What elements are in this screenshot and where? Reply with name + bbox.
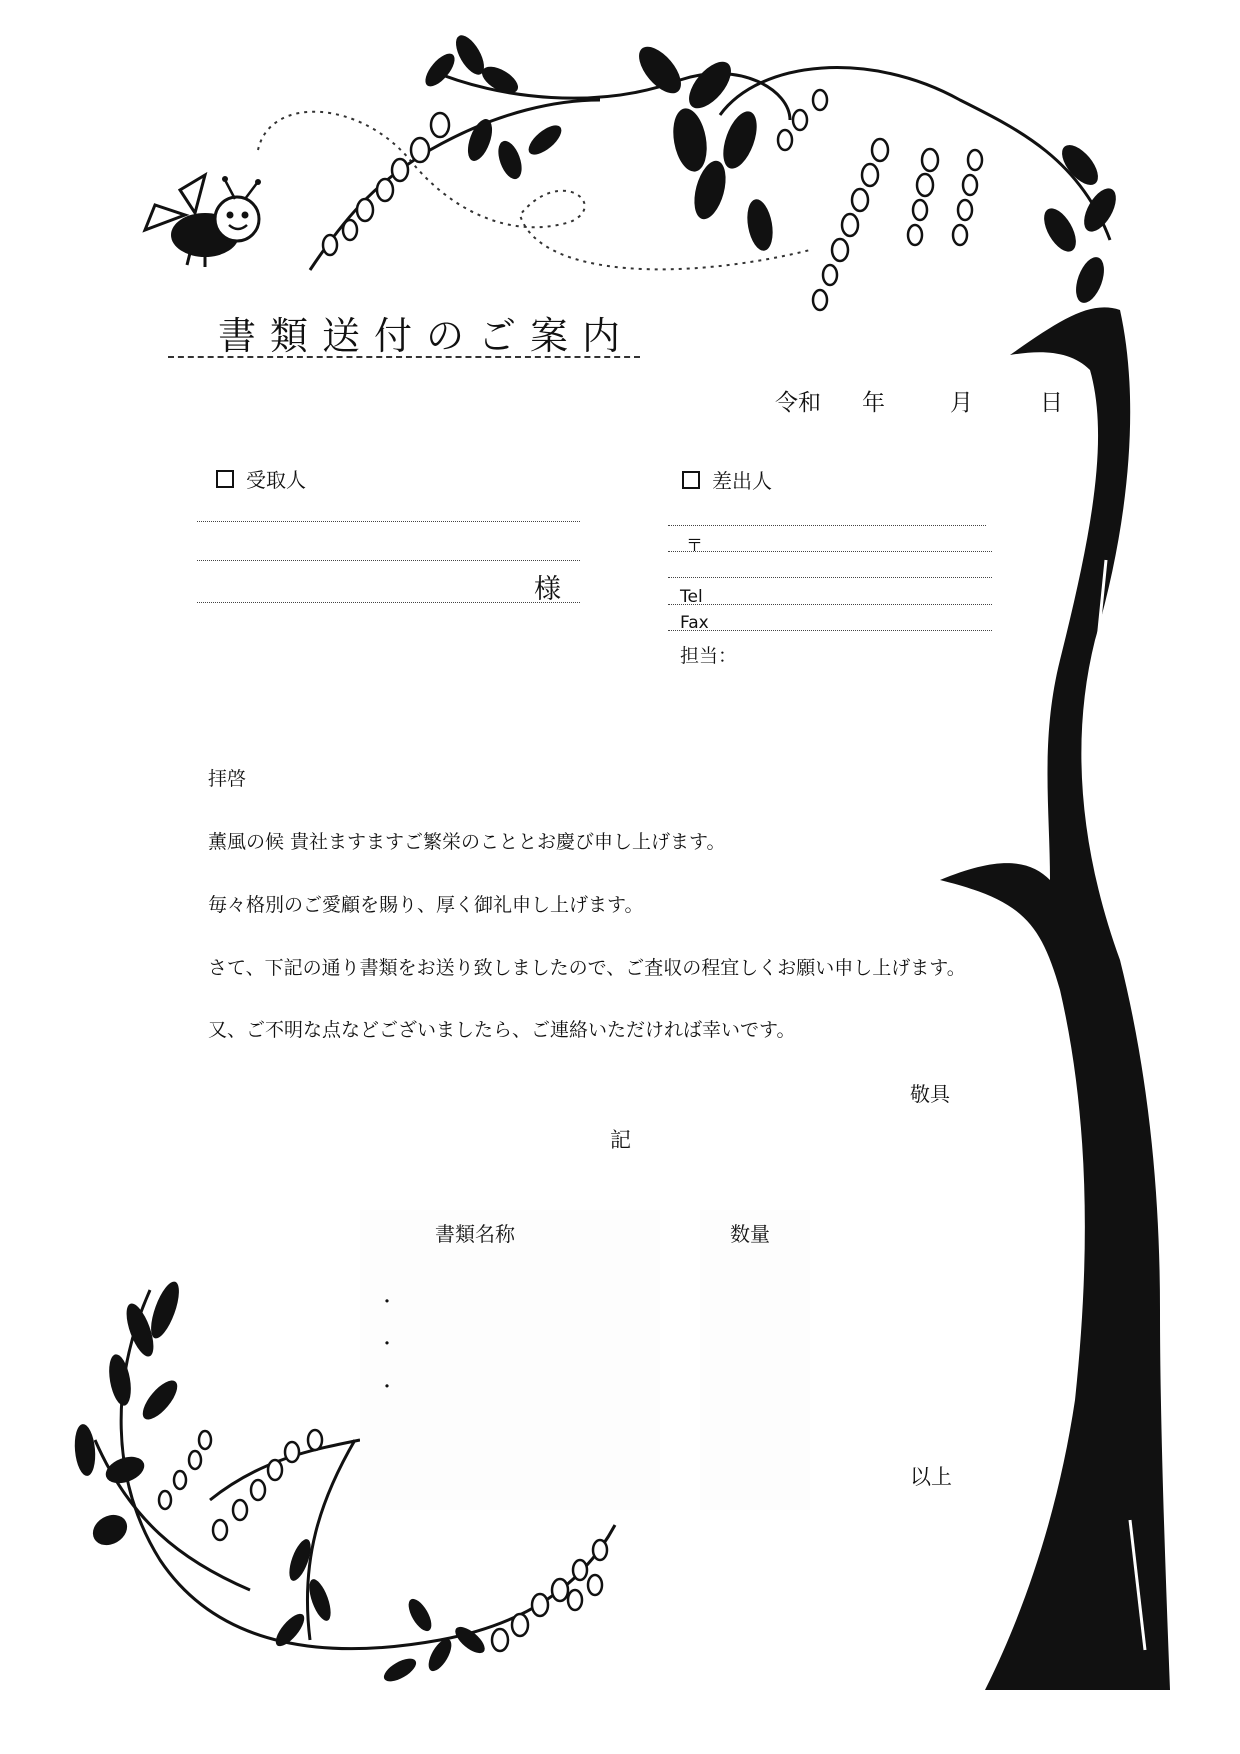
sender-line-1[interactable] <box>668 525 986 526</box>
table-bullet: ・ <box>378 1292 396 1313</box>
sender-tel-line[interactable] <box>668 604 992 605</box>
page-title: 書類送付のご案内 <box>218 314 635 358</box>
table-header-qty: 数量 <box>730 1222 770 1246</box>
table-bullet: ・ <box>378 1334 396 1355</box>
letter-closing: 敬具 <box>910 1082 950 1106</box>
letter-opening: 拝啓 <box>208 768 247 790</box>
date-day: 日 <box>1040 390 1063 416</box>
table-header-name: 書類名称 <box>435 1222 515 1246</box>
tree-trunk <box>940 307 1170 1690</box>
letter-line-1: 薫風の候 貴社ますますご繁栄のこととお慶び申し上げます。 <box>208 831 726 853</box>
recipient-label: 受取人 <box>216 464 306 493</box>
letter-line-3: さて、下記の通り書類をお送り致しましたので、ご査収の程宜しくお願い申し上げます。 <box>208 957 966 979</box>
bug-icon <box>145 175 261 267</box>
flower-clusters-top <box>323 90 982 310</box>
letter-line-2: 毎々格別のご愛顧を賜り、厚く御礼申し上げます。 <box>208 894 644 916</box>
table-name-column <box>360 1210 660 1510</box>
letter-line-4: 又、ご不明な点などございましたら、ご連絡いただければ幸いです。 <box>208 1019 796 1041</box>
top-leaves <box>420 31 1122 307</box>
title-underline <box>168 356 640 358</box>
sender-line-3[interactable] <box>668 577 992 578</box>
postal-mark: 〒 <box>686 536 703 556</box>
tel-label: Tel <box>680 587 703 607</box>
table-bullet: ・ <box>378 1377 396 1398</box>
fax-label: Fax <box>680 613 709 633</box>
recipient-checkbox[interactable] <box>216 470 234 488</box>
recipient-line-2[interactable] <box>197 560 580 561</box>
sender-fax-line[interactable] <box>668 630 992 631</box>
sender-label: 差出人 <box>682 465 772 494</box>
date-era: 令和 <box>775 390 821 416</box>
contact-label: 担当： <box>680 645 738 667</box>
recipient-line-3[interactable] <box>197 602 580 603</box>
end-mark: 以上 <box>910 1465 952 1489</box>
sender-checkbox[interactable] <box>682 471 700 489</box>
recipient-honorific: 様 <box>534 574 561 605</box>
date-month: 月 <box>950 390 973 416</box>
table-qty-column <box>700 1210 810 1510</box>
ki-heading: 記 <box>610 1128 631 1152</box>
date-year: 年 <box>862 390 885 416</box>
sender-line-2[interactable] <box>668 551 992 552</box>
recipient-line-1[interactable] <box>197 521 580 522</box>
